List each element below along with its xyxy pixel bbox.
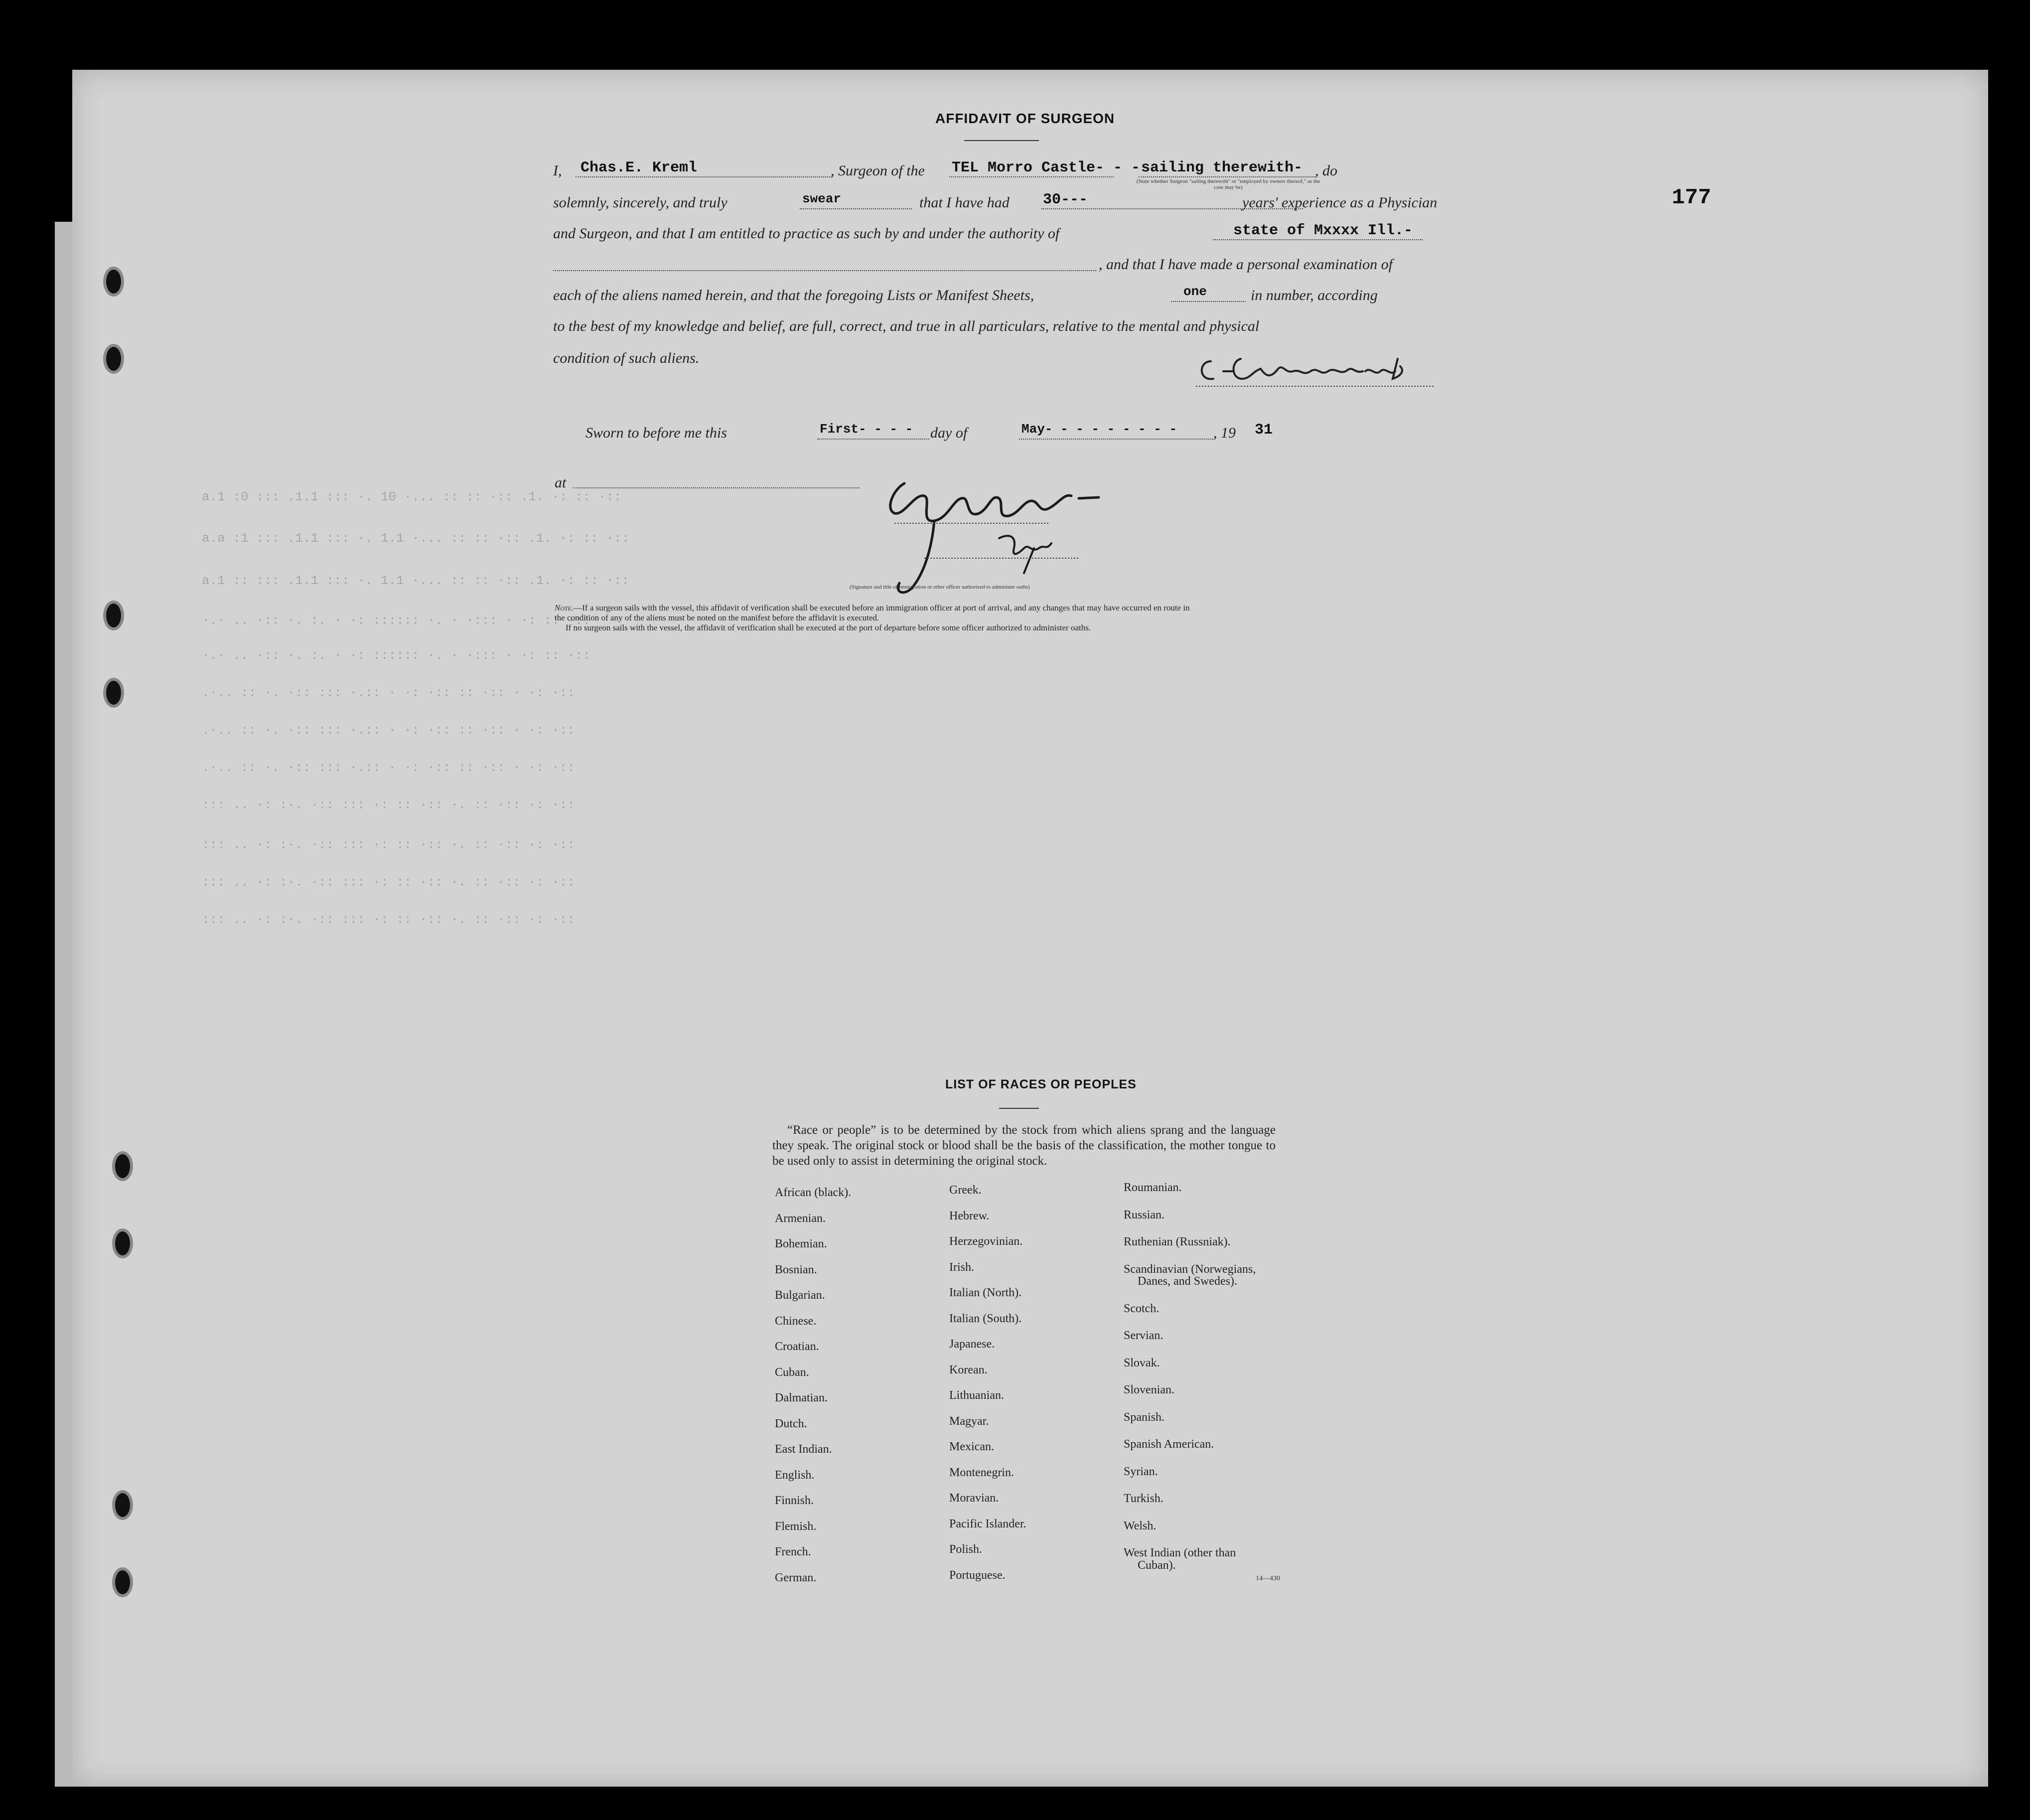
race-item: German. xyxy=(775,1571,817,1584)
punch-hole xyxy=(103,678,124,708)
race-item: Hebrew. xyxy=(949,1209,990,1222)
race-item: Spanish. xyxy=(1124,1410,1165,1424)
affidavit-note-line2: the condition of any of the aliens must be noted on the manifest before the affidavit is executed. xyxy=(555,613,879,622)
race-item: Mexican. xyxy=(949,1440,994,1453)
do-label: , do xyxy=(1315,162,1337,179)
solemnly-label: solemnly, sincerely, and truly xyxy=(553,194,727,211)
sailing-status-line xyxy=(1139,176,1315,177)
oath-line xyxy=(800,208,912,209)
officer-caption: (Signature and title of immigration or other officer authorized to administer oaths) xyxy=(850,584,1030,590)
had-label: that I have had xyxy=(919,194,1010,211)
authority-line xyxy=(1213,239,1423,240)
race-item: Danes, and Swedes). xyxy=(1138,1275,1237,1288)
race-item: Finnish. xyxy=(775,1494,814,1507)
years-field: 30--- xyxy=(1043,191,1088,208)
race-item: Ruthenian (Russniak). xyxy=(1124,1235,1231,1248)
race-item: Bulgarian. xyxy=(775,1289,825,1302)
punch-hole xyxy=(112,1151,133,1181)
punch-hole xyxy=(112,1228,133,1258)
affidavit-title: AFFIDAVIT OF SURGEON xyxy=(935,111,1115,126)
race-item: Dutch. xyxy=(775,1417,807,1430)
day-of-label: day of xyxy=(930,425,968,441)
sworn-day-line xyxy=(817,439,929,440)
sworn-year-field: 31 xyxy=(1255,422,1273,439)
race-item: Italian (North). xyxy=(949,1286,1022,1299)
authority-label: and Surgeon, and that I am entitled to practice as such by and under the authority of xyxy=(553,225,1060,242)
races-title-underline xyxy=(999,1108,1039,1109)
race-item: Slovenian. xyxy=(1124,1383,1174,1397)
sailing-status-note: (State whether Surgeon "sailing therewith" or "employed by owners thereof," as the case may be) xyxy=(1136,178,1320,190)
punch-hole xyxy=(112,1490,133,1520)
race-item: Syrian. xyxy=(1124,1465,1158,1478)
sworn-month-line xyxy=(1019,439,1213,440)
race-item: Slovak. xyxy=(1124,1356,1160,1369)
race-item: Cuban. xyxy=(775,1365,809,1379)
race-item: Polish. xyxy=(949,1543,983,1556)
race-item: Spanish American. xyxy=(1124,1438,1214,1451)
officer-signature xyxy=(820,473,1208,613)
race-item: Turkish. xyxy=(1124,1492,1163,1506)
sailing-status-field: sailing therewith- xyxy=(1141,159,1303,176)
affidavit-note-line3: If no surgeon sails with the vessel, the affidavit of verification shall be executed at the port of departure before some officer authorized to administer oaths. xyxy=(566,623,1091,632)
race-item: Croatian. xyxy=(775,1340,819,1353)
race-item: Roumanian. xyxy=(1124,1181,1182,1194)
title-underline xyxy=(964,140,1039,141)
race-item: Cuban). xyxy=(1138,1558,1176,1572)
note-text-1: —If a surgeon sails with the vessel, this affidavit of verification shall be executed before an immigration officer at port of arrival, and any changes that may have occurred en route in xyxy=(574,603,1190,612)
race-item: Greek. xyxy=(949,1184,982,1197)
page-number: 177 xyxy=(1672,185,1712,210)
race-item: Scotch. xyxy=(1124,1302,1160,1315)
oath-field: swear xyxy=(802,191,842,206)
races-intro: “Race or people” is to be determined by the stock from which aliens sprang and the language they speak. The original stock or blood shall be the basis of the classification, the mother tongue to be used only to assist in determining the original stock. xyxy=(772,1123,1276,1168)
race-item: East Indian. xyxy=(775,1443,832,1456)
race-item: English. xyxy=(775,1468,815,1482)
race-item: Italian (South). xyxy=(949,1312,1022,1325)
affidavit-note-line1 xyxy=(555,603,1190,613)
authority-continued-line xyxy=(553,270,1096,271)
race-item: French. xyxy=(775,1545,811,1558)
race-item: Korean. xyxy=(949,1363,988,1376)
surgeon-of-label: , Surgeon of the xyxy=(831,162,925,179)
race-item: Scandinavian (Norwegians, xyxy=(1124,1262,1256,1276)
affidavit-prefix-i: I, xyxy=(553,162,562,179)
race-item: Japanese. xyxy=(949,1338,995,1351)
sheet-count-line xyxy=(1171,301,1246,302)
manifest-page: a.1 :0 ::: .1.1 ::: ·. 10 ·... :: :: ·:: .1. ·: :: ·:: a.a :1 ::: .1.1 ::: ·. 1.1 ·... :: :: ·:: .1. ·: :: ·:: a.1 :: ::: .1.1 ::: ·. 1.1 ·... :: :: ·:: .1. ·: :: ·:: ·.· .. ·:: ·. :. · ·: :::::: ·. · ·::: · ·: :: ·:: ·.· .. ·:: ·. :. · ·: :::::: ·. · ·::: · ·: :: ·:: .·.. :: ·. ·:: ::: ·.:: · ·: ·:: :: ·:: · ·: ·:: .·.. :: ·. ·:: ::: ·.:: · ·: ·:: :: ·:: · ·: ·:: .·.. :: ·. ·:: ::: ·.:: · ·: ·:: :: ·:: · ·: ·:: ::: .. ·: :·. ·:: ::: ·: :: ·:: ·. :: ·:: ·: ·:: ::: .. ·: :·. ·:: ::: ·: :: ·:: ·. :: ·:: ·: ·:: ::: .. ·: :·. ·:: ::: ·: :: ·:: ·. :: ·:: ·: ·:: ::: .. ·: :·. ·:: ::: ·: :: ·:: ·. :: ·:: ·: ·:: 177 AFFIDAVIT OF SURGEON I, Chas.E. Kreml , Surgeon of the TEL Morro Castle- - - sailing therewith- , do (State whether Surgeon "sailing therewith" or "employed by owners thereof," as the case may be) solemnly, sincerely, and truly swear that I have had 30--- years' experience as a Physician and Surgeon, and that I am entitled to practice as such by and under the authority of state of Mxxxx Ill.- , and that I have made a personal examination of each of the aliens named herein, and that the foregoing Lists or Manifest Sheets, one in number, according to the best of my knowledge and belief, are full, correct, and true in all particulars, relative to the mental and physical condition of such aliens. Sworn to before me this First- - - - day of May- - - - - - - - - , 19 31 at (Signature and title of immigration or other officer authorized to administer oaths) Note.—If a surgeon sails with the vessel, this affidavit of verification shall be executed before an immigration officer at port of arrival, and any changes that may have occurred en route in the condition of any of the aliens must be noted on the manifest before the affidavit is executed. If no surgeon sails with the vessel, the affidavit of verification shall be executed at the port of departure before some officer authorized to administer oaths. LIST OF RACES OR PEOPLES “Race or people” is to be determined by the stock from which aliens sprang and the language they speak. The original stock or blood shall be the basis of the classification, the mother tongue to be used only to assist in determining the original stock. African (black). Armenian. Bohemian. Bosnian. Bulgarian. Chinese. Croatian. Cuban. Dalmatian. Dutch. East Indian. English. Finnish. Flemish. French. German. Greek. Hebrew. Herzegovinian. Irish. Italian (North). Italian (South). Japanese. Korean. Lithuanian. Magyar. Mexican. Montenegrin. Moravian. Pacific Islander. Polish. Portuguese. Roumanian. Russian. Ruthenian (Russniak). Scandinavian (Norwegians, Danes, and Swedes). Scotch. Servian. Slovak. Slovenian. Spanish. Spanish American. Syrian. Turkish. Welsh. West Indian (other than Cuban). 14—430 xyxy=(72,70,1988,1787)
in-number-label: in number, according xyxy=(1251,287,1378,303)
punch-hole xyxy=(103,267,124,297)
sheet-count-field: one xyxy=(1183,284,1207,299)
race-item: Flemish. xyxy=(775,1519,817,1533)
punch-hole xyxy=(103,601,124,630)
race-item: Welsh. xyxy=(1124,1519,1157,1532)
at-location-line xyxy=(573,487,860,488)
race-item: Servian. xyxy=(1124,1329,1163,1343)
note-label: Note. xyxy=(555,603,574,612)
year-prefix-label: , 19 xyxy=(1213,425,1236,441)
race-item: Armenian. xyxy=(775,1212,826,1225)
authority-field: state of Mxxxx Ill.- xyxy=(1233,222,1413,239)
race-item: Bosnian. xyxy=(775,1263,817,1276)
races-column-3 xyxy=(1124,1181,1303,1590)
race-item: Herzegovinian. xyxy=(949,1235,1023,1248)
condition-label: condition of such aliens. xyxy=(553,350,700,366)
surgeon-name-line xyxy=(576,176,832,177)
race-item: Moravian. xyxy=(949,1492,999,1505)
races-column-1 xyxy=(775,1186,944,1595)
at-label: at xyxy=(555,474,567,491)
race-item: Montenegrin. xyxy=(949,1466,1014,1479)
races-title: LIST OF RACES OR PEOPLES xyxy=(945,1077,1137,1091)
race-item: Russian. xyxy=(1124,1208,1165,1221)
race-item: Dalmatian. xyxy=(775,1391,828,1404)
vessel-name-field: TEL Morro Castle- - - xyxy=(952,159,1141,176)
form-code: 14—430 xyxy=(1256,1575,1280,1582)
surgeon-signature xyxy=(1196,349,1435,389)
race-item: Portuguese. xyxy=(949,1568,1006,1582)
race-item: Chinese. xyxy=(775,1314,817,1328)
race-item: African (black). xyxy=(775,1186,852,1199)
surgeon-name-field: Chas.E. Kreml xyxy=(580,159,698,176)
vessel-name-line xyxy=(949,176,1114,177)
sworn-day-field: First- - - - xyxy=(820,422,913,437)
races-column-2 xyxy=(949,1184,1119,1592)
race-item: Lithuanian. xyxy=(949,1389,1004,1402)
race-item: Irish. xyxy=(949,1260,974,1274)
examination-label: , and that I have made a personal examination of xyxy=(1099,256,1393,273)
manifest-sheets-label: each of the aliens named herein, and that the foregoing Lists or Manifest Sheets, xyxy=(553,287,1034,303)
years-experience-label: years' experience as a Physician xyxy=(1242,194,1438,211)
sworn-label: Sworn to before me this xyxy=(585,425,727,441)
sworn-month-field: May- - - - - - - - - xyxy=(1021,422,1177,437)
race-item: West Indian (other than xyxy=(1124,1546,1236,1560)
punch-hole xyxy=(112,1567,133,1597)
punch-hole xyxy=(103,344,124,374)
race-item: Bohemian. xyxy=(775,1237,827,1250)
knowledge-belief-label: to the best of my knowledge and belief, are full, correct, and true in all particulars, relative to the mental and physical xyxy=(553,318,1260,334)
race-item: Magyar. xyxy=(949,1414,989,1428)
race-item: Pacific Islander. xyxy=(949,1517,1026,1530)
